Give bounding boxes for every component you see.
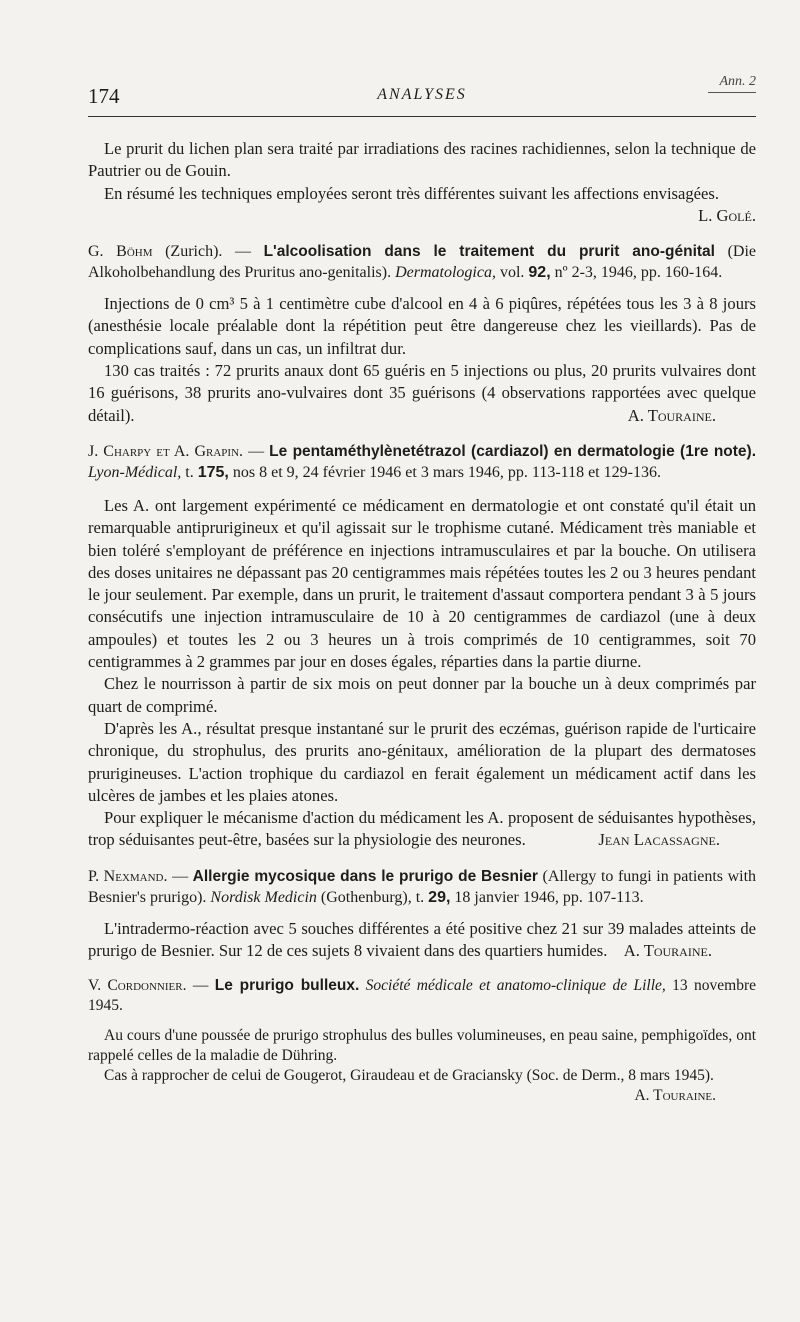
intro-paragraph-2: En résumé les techniques employées seront très différentes suivant les affections envisagées. L. Golé. — [88, 183, 756, 228]
body-paragraph: Chez le nourrisson à partir de six mois on peut donner par la bouche un à deux comprimés par quart de comprimé. — [88, 674, 756, 716]
article-title: L'alcoolisation dans le traitement du prurit ano-génital — [263, 243, 715, 261]
review-entry — [88, 241, 756, 427]
review-entry — [88, 441, 756, 852]
signature: A. Touraine. — [634, 1087, 716, 1105]
signature: Jean Lacassagne. — [598, 830, 720, 850]
bibliographic-reference: V. Cordonnier. — Le prurigo bulleux. Société médicale et anatomo-clinique de Lille, 13 novembre 1945. — [88, 977, 757, 1015]
header-rule — [88, 116, 756, 117]
bibliographic-reference: P. Nexmand. — Allergie mycosique dans le prurigo de Besnier (Allergy to fungi in patients with Besnier's prurigo). Nordisk Medicin (Gothenburg), t. 29, 18 janvier 1946, pp. 107-113. — [88, 867, 757, 906]
author: J. Charpy et A. Grapin. — [88, 442, 244, 460]
body-paragraph: Au cours d'une poussée de prurigo strophulus des bulles volumineuses, en peau saine, pemphigoïdes, ont rappelé celles de la maladie de Dühring. — [88, 1027, 756, 1065]
journal: Dermatologica, — [395, 264, 496, 282]
body-paragraph: Pour expliquer le mécanisme d'action du médicament les A. proposent de séduisantes hypothèses, trop séduisantes peut-être, basées sur la physiologie des neurones. Jean Lacassagne. — [88, 807, 756, 852]
review-entry — [88, 866, 756, 963]
journal: Société médicale et anatomo-clinique de Lille, — [365, 977, 666, 995]
author: V. Cordonnier. — [88, 977, 187, 995]
signature: L. Golé. — [698, 205, 756, 225]
author: G. Böhm — [88, 243, 153, 261]
article-title: Le prurigo bulleux. — [214, 977, 360, 995]
bibliographic-reference: G. Böhm (Zurich). — L'alcoolisation dans le traitement du prurit ano-génital (Die Alkoholbehandlung des Pruritus ano-genitalis). Dermatologica, vol. 92, nº 2-3, 1946, pp. 160-164. — [88, 243, 757, 282]
journal: Lyon-Médical, — [88, 463, 182, 481]
journal: Nordisk Medicin — [210, 888, 317, 906]
body-paragraph: L'intradermo-réaction avec 5 souches différentes a été positive chez 21 sur 39 malades atteints de prurigo de Besnier. Sur 12 de ces sujets 8 vivaient dans des quartiers humides. A. Touraine. — [88, 918, 756, 963]
header-short-rule — [708, 92, 756, 93]
body-paragraph: Injections de 0 cm³ 5 à 1 centimètre cube d'alcool en 4 à 6 piqûres, répétées tous les 3 à 8 jours (anesthésie locale préalable dont la répétition peut être dangereuse chez les vieillards). Pas de complications sauf, dans un cas, un infiltrat dur. — [88, 294, 756, 358]
review-entry — [88, 976, 756, 1106]
body-paragraph: 130 cas traités : 72 prurits anaux dont 65 guéris en 5 injections ou plus, 20 prurits vulvaires dont 16 guérisons, 38 prurits ano-vulvaires dont 35 guérisons (4 observations rapportées avec quelque détail). A. Touraine. — [88, 360, 756, 427]
page-number: 174 — [88, 84, 120, 108]
running-title: ANALYSES — [377, 86, 467, 103]
body-paragraph: D'après les A., résultat presque instantané sur le prurit des eczémas, guérison rapide de l'urticaire chronique, du strophulus, des prurits ano-génitaux, amélioration de la plupart des dermatoses prurigineuses. L'action trophique du cardiazol en ferait également un médicament actif dans les ulcères de jambes et les plaies atones. — [88, 718, 756, 805]
body-paragraph: Les A. ont largement expérimenté ce médicament en dermatologie et ont constaté qu'il était un remarquable antiprurigineux et qu'il agissait sur le trophisme cutané. Médicament très maniable et bien toléré s'employant de préférence en injections intramusculaires et par la bouche. On utilisera des doses unitaires ne dépassant pas 20 centigrammes mais répétées toutes les 2 ou 3 heures pendant le jour seulement. Par exemple, dans un prurit, le traitement d'assaut comportera pendant 3 à 5 jours consécutifs une injection intramusculaire de 10 à 20 centigrammes de cardiazol (une à deux ampoules) et toutes les 2 ou 3 heures un à trois comprimés de 10 centigrammes, soit 70 centigrammes à 2 grammes par jour en doses égales, réparties dans la partie diurne. — [88, 495, 756, 672]
page-header — [88, 70, 756, 118]
article-title: Le pentaméthylènetétrazol (cardiazol) en dermatologie (1re note). — [269, 442, 757, 460]
page — [88, 70, 756, 1106]
signature: A. Touraine. — [627, 405, 716, 425]
annotation-reference: Ann. 2 — [719, 74, 756, 89]
signature: A. Touraine. — [623, 941, 712, 961]
body-paragraph: Cas à rapprocher de celui de Gougerot, Giraudeau et de Graciansky (Soc. de Derm., 8 mars 1945). A. Touraine. — [104, 1067, 716, 1105]
article-title: Allergie mycosique dans le prurigo de Besnier — [192, 867, 538, 885]
author: P. Nexmand. — [88, 867, 168, 885]
intro-paragraph-1: Le prurit du lichen plan sera traité par irradiations des racines rachidiennes, selon la technique de Pautrier ou de Gouin. — [88, 139, 756, 181]
bibliographic-reference: J. Charpy et A. Grapin. — Le pentaméthylènetétrazol (cardiazol) en dermatologie (1re note). Lyon-Médical, t. 175, nos 8 et 9, 24 février 1946 et 3 mars 1946, pp. 113-118 et 129-136. — [88, 442, 757, 481]
